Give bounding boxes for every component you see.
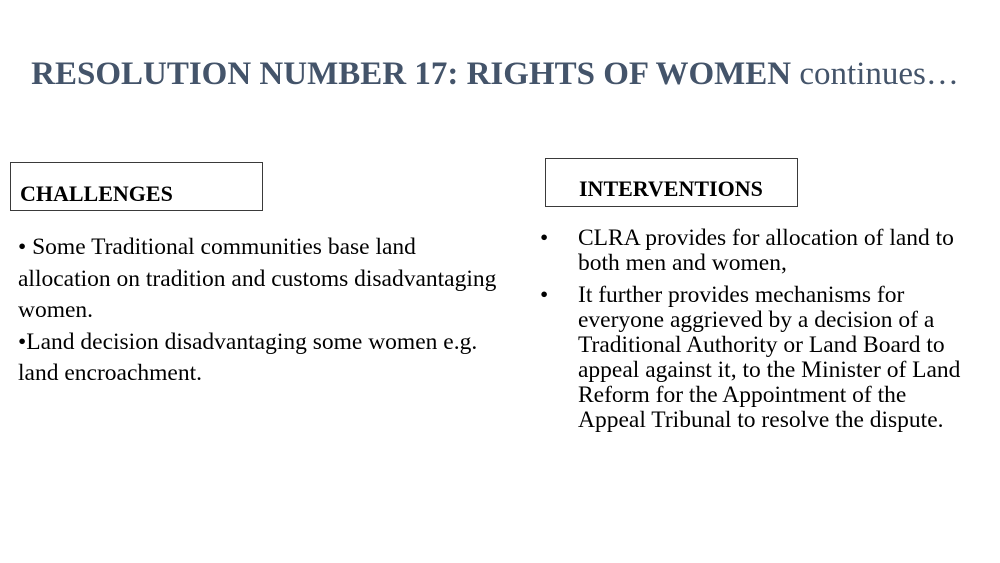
challenge-item: •Land decision disadvantaging some women e.g. land encroachment. <box>18 328 478 386</box>
bullet-icon: • <box>540 282 549 308</box>
interventions-heading: INTERVENTIONS <box>579 176 763 201</box>
challenges-heading: CHALLENGES <box>20 181 173 206</box>
bullet-icon: • <box>540 225 549 251</box>
interventions-list <box>538 226 978 440</box>
interventions-heading-box <box>545 158 798 207</box>
intervention-text: It further provides mechanisms for everyone aggrieved by a decision of a Traditional Authority or Land Board to appeal against it, to the Minister of Land Reform for the Appointment of the Appeal Tribunal to resolve the dispute. <box>578 282 961 433</box>
intervention-text: CLRA provides for allocation of land to both men and women, <box>578 225 954 276</box>
intervention-item <box>538 283 978 433</box>
slide-title-suffix: continues… <box>791 56 959 92</box>
intervention-item <box>538 226 978 276</box>
challenges-heading-box <box>10 162 263 211</box>
challenges-text <box>18 232 498 390</box>
challenge-item: • Some Traditional communities base land allocation on tradition and customs disadvantaging women. <box>18 234 497 323</box>
slide-title <box>0 52 990 96</box>
slide-title-main: RESOLUTION NUMBER 17: RIGHTS OF WOMEN <box>31 56 792 92</box>
